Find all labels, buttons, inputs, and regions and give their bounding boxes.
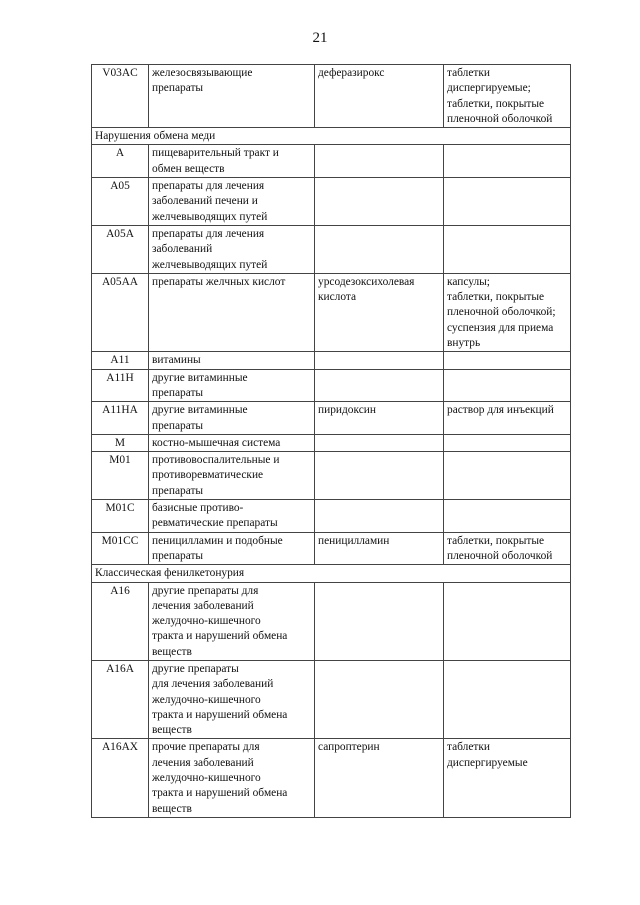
drug-cell xyxy=(315,452,444,500)
atc-code-cell: A16A xyxy=(92,660,149,738)
table-row xyxy=(92,273,571,351)
group-cell-line: заболеваний печени и xyxy=(152,195,258,208)
drug-cell-line: пиридоксин xyxy=(318,404,376,417)
group-cell-line: противоревматические xyxy=(152,469,264,482)
form-cell xyxy=(444,352,571,369)
drug-cell-line: кислота xyxy=(318,291,357,304)
section-row xyxy=(92,128,571,145)
section-title: Нарушения обмена меди xyxy=(92,128,571,145)
table-row xyxy=(92,660,571,738)
group-cell xyxy=(149,660,315,738)
drug-cell xyxy=(315,65,444,128)
group-cell-line: пищеварительный тракт и xyxy=(152,147,279,160)
group-cell-line: препараты для лечения xyxy=(152,180,265,193)
atc-code-cell: M01 xyxy=(92,452,149,500)
atc-code-cell: A16 xyxy=(92,582,149,660)
atc-code-cell: A11H xyxy=(92,369,149,402)
group-cell-line: прочие препараты для xyxy=(152,741,260,754)
group-cell xyxy=(149,434,315,451)
table-row xyxy=(92,582,571,660)
form-cell-line: таблетки, покрытые xyxy=(447,291,545,304)
atc-code-cell: A05AA xyxy=(92,273,149,351)
form-cell-line: таблетки, покрытые xyxy=(447,534,545,547)
form-cell xyxy=(444,660,571,738)
atc-code-cell: A11 xyxy=(92,352,149,369)
drug-cell xyxy=(315,582,444,660)
group-cell-line: препараты xyxy=(152,82,204,95)
group-cell-line: препараты xyxy=(152,484,204,497)
group-cell xyxy=(149,582,315,660)
group-cell-line: обмен веществ xyxy=(152,162,225,175)
drug-cell-line: деферазирокс xyxy=(318,67,385,79)
form-cell xyxy=(444,369,571,402)
form-cell-line: пленочной оболочкой xyxy=(447,112,553,125)
form-cell xyxy=(444,178,571,226)
group-cell-line: лечения заболеваний xyxy=(152,599,254,612)
table-row xyxy=(92,369,571,402)
drug-cell xyxy=(315,145,444,178)
group-cell xyxy=(149,739,315,817)
section-title: Классическая фенилкетонурия xyxy=(92,565,571,582)
group-cell-line: веществ xyxy=(152,802,192,815)
group-cell-line: тракта и нарушений обмена xyxy=(152,787,288,800)
form-cell xyxy=(444,145,571,178)
form-cell xyxy=(444,225,571,273)
form-cell-line: раствор для инъекций xyxy=(447,404,554,417)
form-cell-line: диспергируемые; xyxy=(447,82,531,95)
drug-cell xyxy=(315,178,444,226)
group-cell-line: другие препараты xyxy=(152,662,239,675)
table-body xyxy=(92,65,571,818)
atc-code-cell: V03AC xyxy=(92,65,149,128)
group-cell-line: препараты xyxy=(152,386,204,399)
form-cell xyxy=(444,65,571,128)
form-cell xyxy=(444,402,571,435)
table-row xyxy=(92,500,571,533)
form-cell xyxy=(444,532,571,565)
atc-code-cell: A05A xyxy=(92,225,149,273)
form-cell-line: пленочной оболочкой xyxy=(447,549,553,562)
group-cell xyxy=(149,402,315,435)
drug-cell xyxy=(315,273,444,351)
atc-code-cell: A xyxy=(92,145,149,178)
group-cell xyxy=(149,145,315,178)
drug-cell xyxy=(315,500,444,533)
drug-cell xyxy=(315,660,444,738)
group-cell-line: ревматические препараты xyxy=(152,517,278,530)
form-cell-line: капсулы; xyxy=(447,275,490,288)
group-cell-line: другие витаминные xyxy=(152,404,248,417)
group-cell-line: тракта и нарушений обмена xyxy=(152,630,288,643)
group-cell xyxy=(149,369,315,402)
atc-code-cell: M01CC xyxy=(92,532,149,565)
drug-cell xyxy=(315,369,444,402)
group-cell-line: желчевыводящих путей xyxy=(152,258,268,271)
drug-cell-line: сапроптерин xyxy=(318,741,380,754)
table-row xyxy=(92,452,571,500)
group-cell-line: витамины xyxy=(152,354,201,367)
group-cell-line: тракта и нарушений обмена xyxy=(152,708,288,721)
form-cell-line: диспергируемые xyxy=(447,756,528,769)
atc-code-cell: M01C xyxy=(92,500,149,533)
group-cell-line: препараты для лечения xyxy=(152,227,265,240)
form-cell xyxy=(444,452,571,500)
group-cell xyxy=(149,273,315,351)
group-cell xyxy=(149,65,315,128)
group-cell xyxy=(149,452,315,500)
drug-cell xyxy=(315,352,444,369)
page-number: 21 xyxy=(312,30,328,46)
group-cell-line: костно-мышечная система xyxy=(152,436,281,449)
table-row xyxy=(92,65,571,128)
group-cell-line: пеницилламин и подобные xyxy=(152,534,283,547)
form-cell xyxy=(444,273,571,351)
form-cell-line: пленочной оболочкой; xyxy=(447,306,556,319)
group-cell-line: заболеваний xyxy=(152,243,213,256)
drug-cell-line: пеницилламин xyxy=(318,534,390,547)
table-row xyxy=(92,145,571,178)
atc-code-cell: M xyxy=(92,434,149,451)
table-row xyxy=(92,402,571,435)
table-row xyxy=(92,225,571,273)
group-cell-line: железосвязывающие xyxy=(152,67,253,79)
drug-cell xyxy=(315,402,444,435)
group-cell-line: желудочно-кишечного xyxy=(152,772,261,785)
drug-cell xyxy=(315,532,444,565)
group-cell xyxy=(149,500,315,533)
form-cell-line: суспензия для приема xyxy=(447,321,554,334)
medication-table xyxy=(91,64,571,818)
table-row xyxy=(92,532,571,565)
group-cell-line: веществ xyxy=(152,724,192,737)
group-cell-line: другие витаминные xyxy=(152,371,248,384)
group-cell xyxy=(149,225,315,273)
group-cell-line: желудочно-кишечного xyxy=(152,693,261,706)
group-cell-line: противовоспалительные и xyxy=(152,454,280,467)
table-row xyxy=(92,739,571,817)
atc-code-cell: A11HA xyxy=(92,402,149,435)
group-cell-line: препараты xyxy=(152,549,204,562)
group-cell xyxy=(149,532,315,565)
group-cell xyxy=(149,178,315,226)
atc-code-cell: A16AX xyxy=(92,739,149,817)
group-cell-line: базисные противо- xyxy=(152,502,244,515)
group-cell xyxy=(149,352,315,369)
form-cell-line: внутрь xyxy=(447,337,481,350)
group-cell-line: желудочно-кишечного xyxy=(152,615,261,628)
group-cell-line: желчевыводящих путей xyxy=(152,210,268,223)
group-cell-line: препараты желчных кислот xyxy=(152,275,286,288)
group-cell-line: лечения заболеваний xyxy=(152,756,254,769)
form-cell-line: таблетки xyxy=(447,741,491,754)
atc-code-cell: A05 xyxy=(92,178,149,226)
drug-cell xyxy=(315,434,444,451)
table-row xyxy=(92,178,571,226)
group-cell-line: веществ xyxy=(152,645,192,658)
form-cell xyxy=(444,739,571,817)
group-cell-line: для лечения заболеваний xyxy=(152,678,274,691)
table-row xyxy=(92,352,571,369)
table-row xyxy=(92,434,571,451)
section-row xyxy=(92,565,571,582)
form-cell-line: таблетки, покрытые xyxy=(447,97,545,110)
drug-cell xyxy=(315,225,444,273)
form-cell xyxy=(444,582,571,660)
form-cell xyxy=(444,500,571,533)
group-cell-line: другие препараты для xyxy=(152,584,259,597)
form-cell-line: таблетки xyxy=(447,67,491,79)
form-cell xyxy=(444,434,571,451)
drug-cell xyxy=(315,739,444,817)
drug-cell-line: урсодезоксихолевая xyxy=(318,275,415,288)
group-cell-line: препараты xyxy=(152,419,204,432)
